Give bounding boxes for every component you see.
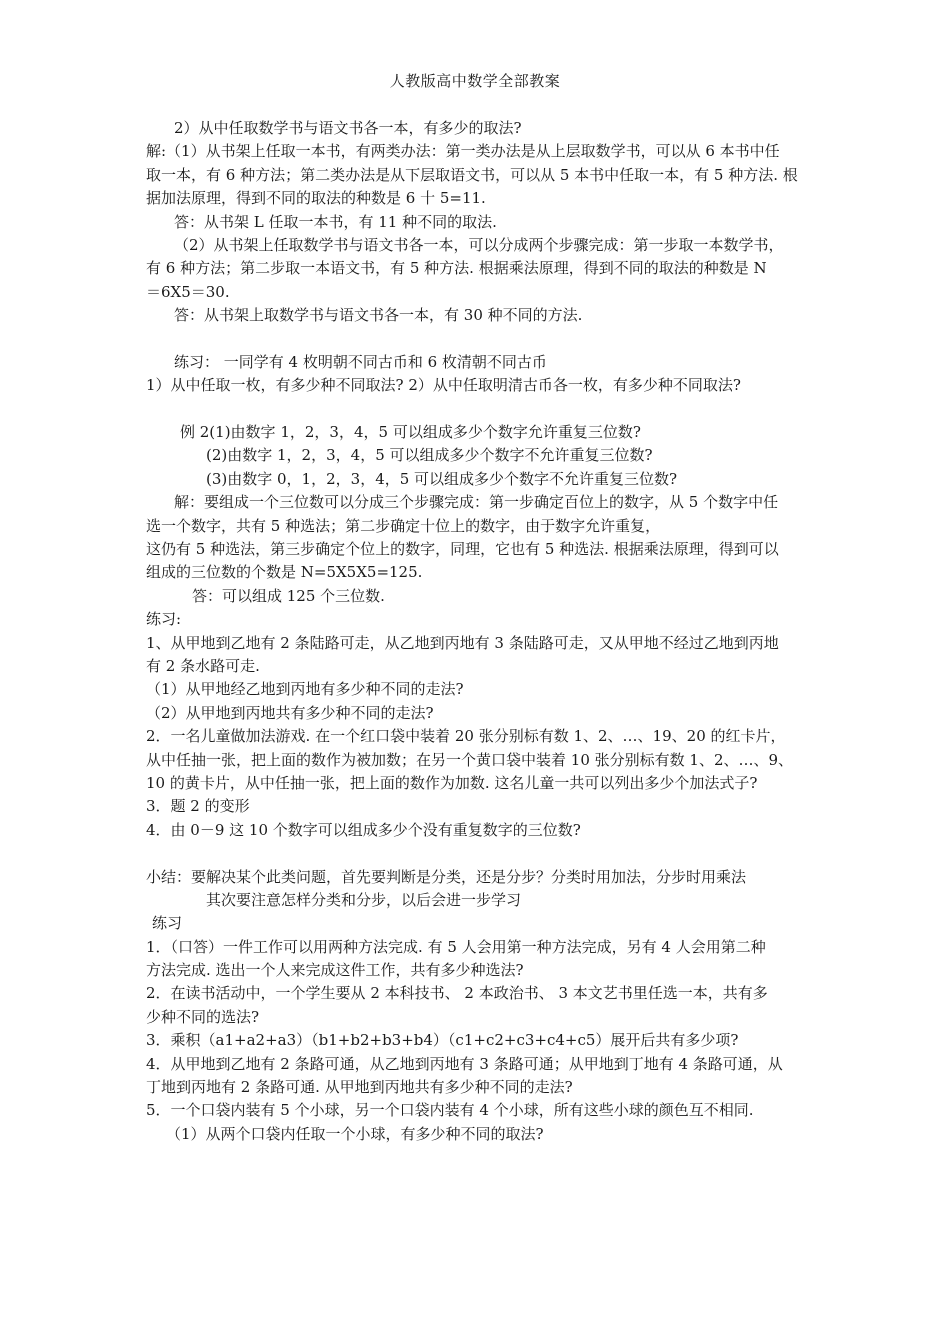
text-line: 从中任抽一张，把上面的数作为被加数；在另一个黄口袋中装着 10 张分别标有数 1、2、…、9、 <box>146 750 794 769</box>
blank-line <box>146 398 816 421</box>
text-line: 1．（口答）一件工作可以用两种方法完成. 有 5 人会用第一种方法完成，另有 4 人会用第二种 <box>146 937 766 956</box>
text-line: 1、从甲地到乙地有 2 条陆路可走，从乙地到丙地有 3 条陆路可走，又从甲地不经过乙地到丙地 <box>146 633 779 652</box>
text-line: 3．题 2 的变形 <box>146 797 250 816</box>
text-line: 解:（1）从书架上任取一本书，有两类办法：第一类办法是从上层取数学书，可以从 6 本书中任 <box>146 142 780 161</box>
text-line: 丁地到丙地有 2 条路可通. 从甲地到丙地共有多少种不同的走法? <box>146 1078 573 1097</box>
text-line: 答：可以组成 125 个三位数. <box>192 586 385 605</box>
document-body <box>146 117 816 1146</box>
text-line: 有 2 条水路可走. <box>146 656 260 675</box>
text-line: 2．一名儿童做加法游戏. 在一个红口袋中装着 20 张分别标有数 1、2、…、19、20 的红卡片， <box>146 727 786 746</box>
text-line: 2．在读书活动中，一个学生要从 2 本科技书、 2 本政治书、 3 本文艺书里任选一本，共有多 <box>146 984 768 1003</box>
blank-line <box>146 328 816 351</box>
text-line: 4．从甲地到乙地有 2 条路可通，从乙地到丙地有 3 条路可通；从甲地到丁地有 4 条路可通，从 <box>146 1054 783 1073</box>
text-line: 10 的黄卡片，从中任抽一张，把上面的数作为加数. 这名儿童一共可以列出多少个加法式子? <box>146 773 758 792</box>
text-line: ＝6X5＝30. <box>146 282 230 301</box>
text-line: 方法完成. 选出一个人来完成这件工作，共有多少种选法? <box>146 961 524 980</box>
text-line: （2）从甲地到丙地共有多少种不同的走法? <box>146 703 434 722</box>
text-line: 练习 <box>152 914 183 933</box>
text-line: 5．一个口袋内装有 5 个小球，另一个口袋内装有 4 个小球，所有这些小球的颜色互不相同. <box>146 1101 754 1120</box>
text-line: 小结：要解决某个此类问题，首先要判断是分类，还是分步？分类时用加法，分步时用乘法 <box>146 867 747 886</box>
text-line: 例 2(1)由数字 1，2，3，4，5 可以组成多少个数字允许重复三位数? <box>180 423 641 442</box>
text-line: 选一个数字，共有 5 种选法；第二步确定十位上的数字，由于数字允许重复， <box>146 516 661 535</box>
text-line: 少种不同的选法? <box>146 1007 260 1026</box>
text-line: 有 6 种方法；第二步取一本语文书，有 5 种方法. 根据乘法原理，得到不同的取法的种数是 N <box>146 259 767 278</box>
text-line: 练习： 一同学有 4 枚明朝不同古币和 6 枚清朝不同古币 <box>174 352 547 371</box>
text-line: (2)由数字 1，2，3，4，5 可以组成多少个数字不允许重复三位数? <box>206 446 653 465</box>
text-line: 取一本，有 6 种方法；第二类办法是从下层取语文书，可以从 5 本书中任取一本，有 5 种方法. 根 <box>146 165 798 184</box>
text-line: （2）从书架上任取数学书与语文书各一本，可以分成两个步骤完成：第一步取一本数学书， <box>174 235 784 254</box>
page-header-title: 人教版高中数学全部教案 <box>389 72 561 90</box>
text-line: 1）从中任取一枚，有多少种不同取法? 2）从中任取明清古币各一枚，有多少种不同取法? <box>146 376 741 395</box>
text-line: （1）从甲地经乙地到丙地有多少种不同的走法? <box>146 680 464 699</box>
text-line: 组成的三位数的个数是 N=5X5X5=125. <box>146 563 423 582</box>
text-line: 答：从书架上取数学书与语文书各一本，有 30 种不同的方法. <box>174 306 583 325</box>
text-line: 4．由 0－9 这 10 个数字可以组成多少个没有重复数字的三位数? <box>146 820 581 839</box>
text-line: 答：从书架 L 任取一本书，有 11 种不同的取法. <box>174 212 497 231</box>
blank-line <box>146 842 816 865</box>
text-line: (3)由数字 0，1，2，3，4，5 可以组成多少个数字不允许重复三位数? <box>206 469 678 488</box>
text-line: （1）从两个口袋内任取一个小球，有多少种不同的取法? <box>166 1124 544 1143</box>
text-line: 这仍有 5 种选法，第三步确定个位上的数字，同理，它也有 5 种选法. 根据乘法原理，得到可以 <box>146 540 779 559</box>
text-line: 2）从中任取数学书与语文书各一本，有多少的取法? <box>174 119 522 137</box>
text-line: 练习: <box>146 610 182 629</box>
text-line: 据加法原理，得到不同的取法的种数是 6 十 5=11. <box>146 189 486 208</box>
text-line: 3．乘积（a1+a2+a3）（b1+b2+b3+b4）（c1+c2+c3+c4+c5）展开后共有多少项? <box>146 1031 739 1050</box>
text-line: 解：要组成一个三位数可以分成三个步骤完成：第一步确定百位上的数字，从 5 个数字中任 <box>174 493 779 512</box>
text-line: 其次要注意怎样分类和分步，以后会进一步学习 <box>206 890 522 909</box>
